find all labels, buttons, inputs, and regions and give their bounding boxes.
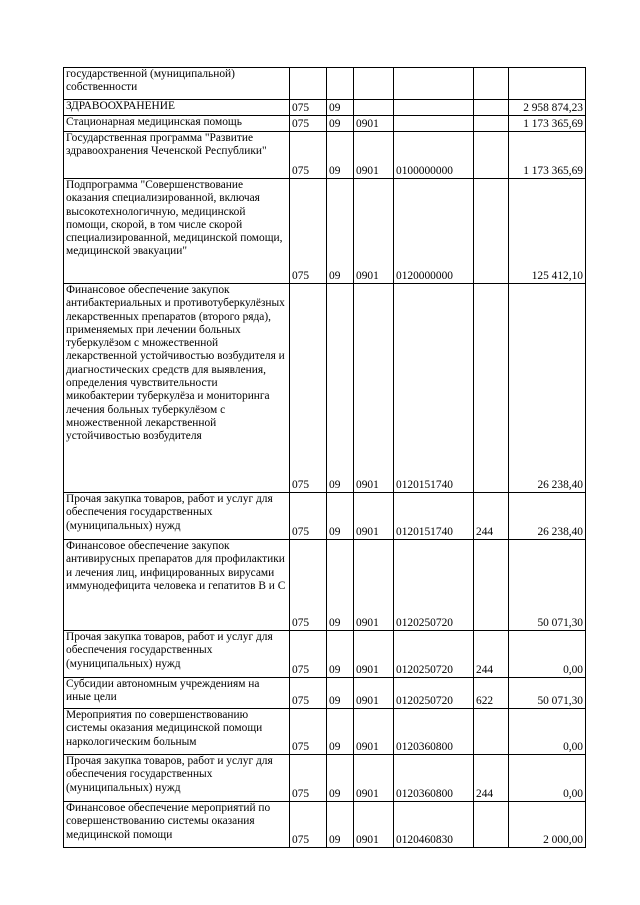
expense-type-cell bbox=[474, 132, 509, 179]
table-row bbox=[64, 100, 586, 116]
section-code-cell: 09 bbox=[327, 631, 354, 678]
row-name-cell: Финансовое обеспечение закупок антибактериальных и противотуберкулёзных лекарственных препаратов (второго ряда), применяемых при лечении больных туберкулёзом с множественной лекарственной устойчивостью возбудителя и диагностических средств для выявления, определения чувствительности микобактерии туберкулёза и мониторинга лечения больных туберкулёзом с множественной лекарственной устойчивостью возбудителя bbox=[64, 284, 290, 493]
amount-cell: 26 238,40 bbox=[509, 284, 586, 493]
section-code-cell: 09 bbox=[327, 116, 354, 132]
target-article-cell: 0120151740 bbox=[394, 493, 474, 540]
ministry-code-cell: 075 bbox=[290, 802, 327, 848]
row-name-cell: государственной (муниципальной) собственности bbox=[64, 68, 290, 100]
table-row bbox=[64, 631, 586, 678]
section-code-cell: 09 bbox=[327, 678, 354, 709]
table-row bbox=[64, 709, 586, 755]
amount-cell: 125 412,10 bbox=[509, 179, 586, 284]
ministry-code-cell: 075 bbox=[290, 284, 327, 493]
ministry-code-cell: 075 bbox=[290, 179, 327, 284]
target-article-cell: 0120460830 bbox=[394, 802, 474, 848]
expense-type-cell: 244 bbox=[474, 631, 509, 678]
ministry-code-cell: 075 bbox=[290, 631, 327, 678]
ministry-code-cell bbox=[290, 68, 327, 100]
subsection-code-cell: 0901 bbox=[354, 678, 394, 709]
target-article-cell: 0120000000 bbox=[394, 179, 474, 284]
section-code-cell: 09 bbox=[327, 493, 354, 540]
ministry-code-cell: 075 bbox=[290, 132, 327, 179]
table-row bbox=[64, 68, 586, 100]
amount-cell: 0,00 bbox=[509, 709, 586, 755]
subsection-code-cell: 0901 bbox=[354, 540, 394, 631]
row-name-cell: Прочая закупка товаров, работ и услуг для обеспечения государственных (муниципальных) нужд bbox=[64, 631, 290, 678]
amount-cell: 2 958 874,23 bbox=[509, 100, 586, 116]
amount-cell: 0,00 bbox=[509, 631, 586, 678]
row-name-cell: Прочая закупка товаров, работ и услуг для обеспечения государственных (муниципальных) нужд bbox=[64, 493, 290, 540]
amount-cell: 2 000,00 bbox=[509, 802, 586, 848]
table-row bbox=[64, 179, 586, 284]
target-article-cell: 0120360800 bbox=[394, 709, 474, 755]
ministry-code-cell: 075 bbox=[290, 709, 327, 755]
table-row bbox=[64, 540, 586, 631]
amount-cell: 50 071,30 bbox=[509, 540, 586, 631]
subsection-code-cell: 0901 bbox=[354, 284, 394, 493]
table-row bbox=[64, 284, 586, 493]
expense-type-cell: 244 bbox=[474, 493, 509, 540]
section-code-cell: 09 bbox=[327, 132, 354, 179]
amount-cell: 1 173 365,69 bbox=[509, 116, 586, 132]
expense-type-cell bbox=[474, 116, 509, 132]
table-row bbox=[64, 678, 586, 709]
budget-table-body bbox=[64, 68, 586, 848]
section-code-cell: 09 bbox=[327, 755, 354, 802]
expense-type-cell bbox=[474, 179, 509, 284]
amount-cell bbox=[509, 68, 586, 100]
section-code-cell bbox=[327, 68, 354, 100]
target-article-cell bbox=[394, 100, 474, 116]
row-name-cell: Мероприятия по совершенствованию системы оказания медицинской помощи наркологическим больным bbox=[64, 709, 290, 755]
expense-type-cell: 622 bbox=[474, 678, 509, 709]
row-name-cell: ЗДРАВООХРАНЕНИЕ bbox=[64, 100, 290, 116]
subsection-code-cell bbox=[354, 68, 394, 100]
subsection-code-cell bbox=[354, 100, 394, 116]
ministry-code-cell: 075 bbox=[290, 540, 327, 631]
subsection-code-cell: 0901 bbox=[354, 116, 394, 132]
row-name-cell: Подпрограмма "Совершенствование оказания специализированной, включая высокотехнологичную, медицинской помощи, скорой, в том числе скорой специализированной, медицинской помощи, медицинской эвакуации" bbox=[64, 179, 290, 284]
row-name-cell: Субсидии автономным учреждениям на иные цели bbox=[64, 678, 290, 709]
amount-cell: 0,00 bbox=[509, 755, 586, 802]
row-name-cell: Стационарная медицинская помощь bbox=[64, 116, 290, 132]
expense-type-cell bbox=[474, 68, 509, 100]
section-code-cell: 09 bbox=[327, 709, 354, 755]
budget-table bbox=[63, 67, 586, 848]
table-row bbox=[64, 802, 586, 848]
amount-cell: 1 173 365,69 bbox=[509, 132, 586, 179]
expense-type-cell bbox=[474, 540, 509, 631]
table-row bbox=[64, 755, 586, 802]
expense-type-cell bbox=[474, 100, 509, 116]
row-name-cell: Государственная программа "Развитие здравоохранения Чеченской Республики" bbox=[64, 132, 290, 179]
target-article-cell bbox=[394, 116, 474, 132]
target-article-cell: 0120250720 bbox=[394, 540, 474, 631]
section-code-cell: 09 bbox=[327, 179, 354, 284]
expense-type-cell bbox=[474, 802, 509, 848]
target-article-cell: 0120250720 bbox=[394, 678, 474, 709]
row-name-cell: Прочая закупка товаров, работ и услуг для обеспечения государственных (муниципальных) нужд bbox=[64, 755, 290, 802]
row-name-cell: Финансовое обеспечение мероприятий по совершенствованию системы оказания медицинской помощи bbox=[64, 802, 290, 848]
amount-cell: 50 071,30 bbox=[509, 678, 586, 709]
section-code-cell: 09 bbox=[327, 100, 354, 116]
ministry-code-cell: 075 bbox=[290, 755, 327, 802]
ministry-code-cell: 075 bbox=[290, 116, 327, 132]
expense-type-cell bbox=[474, 284, 509, 493]
amount-cell: 26 238,40 bbox=[509, 493, 586, 540]
subsection-code-cell: 0901 bbox=[354, 802, 394, 848]
row-name-cell: Финансовое обеспечение закупок антивирусных препаратов для профилактики и лечения лиц, инфицированных вирусами иммунодефицита человека и гепатитов В и С bbox=[64, 540, 290, 631]
expense-type-cell: 244 bbox=[474, 755, 509, 802]
table-row bbox=[64, 132, 586, 179]
target-article-cell: 0120250720 bbox=[394, 631, 474, 678]
section-code-cell: 09 bbox=[327, 284, 354, 493]
table-row bbox=[64, 116, 586, 132]
target-article-cell: 0120360800 bbox=[394, 755, 474, 802]
subsection-code-cell: 0901 bbox=[354, 493, 394, 540]
ministry-code-cell: 075 bbox=[290, 678, 327, 709]
target-article-cell bbox=[394, 68, 474, 100]
ministry-code-cell: 075 bbox=[290, 493, 327, 540]
section-code-cell: 09 bbox=[327, 540, 354, 631]
section-code-cell: 09 bbox=[327, 802, 354, 848]
target-article-cell: 0120151740 bbox=[394, 284, 474, 493]
subsection-code-cell: 0901 bbox=[354, 709, 394, 755]
ministry-code-cell: 075 bbox=[290, 100, 327, 116]
table-row bbox=[64, 493, 586, 540]
subsection-code-cell: 0901 bbox=[354, 755, 394, 802]
subsection-code-cell: 0901 bbox=[354, 179, 394, 284]
target-article-cell: 0100000000 bbox=[394, 132, 474, 179]
subsection-code-cell: 0901 bbox=[354, 132, 394, 179]
subsection-code-cell: 0901 bbox=[354, 631, 394, 678]
expense-type-cell bbox=[474, 709, 509, 755]
